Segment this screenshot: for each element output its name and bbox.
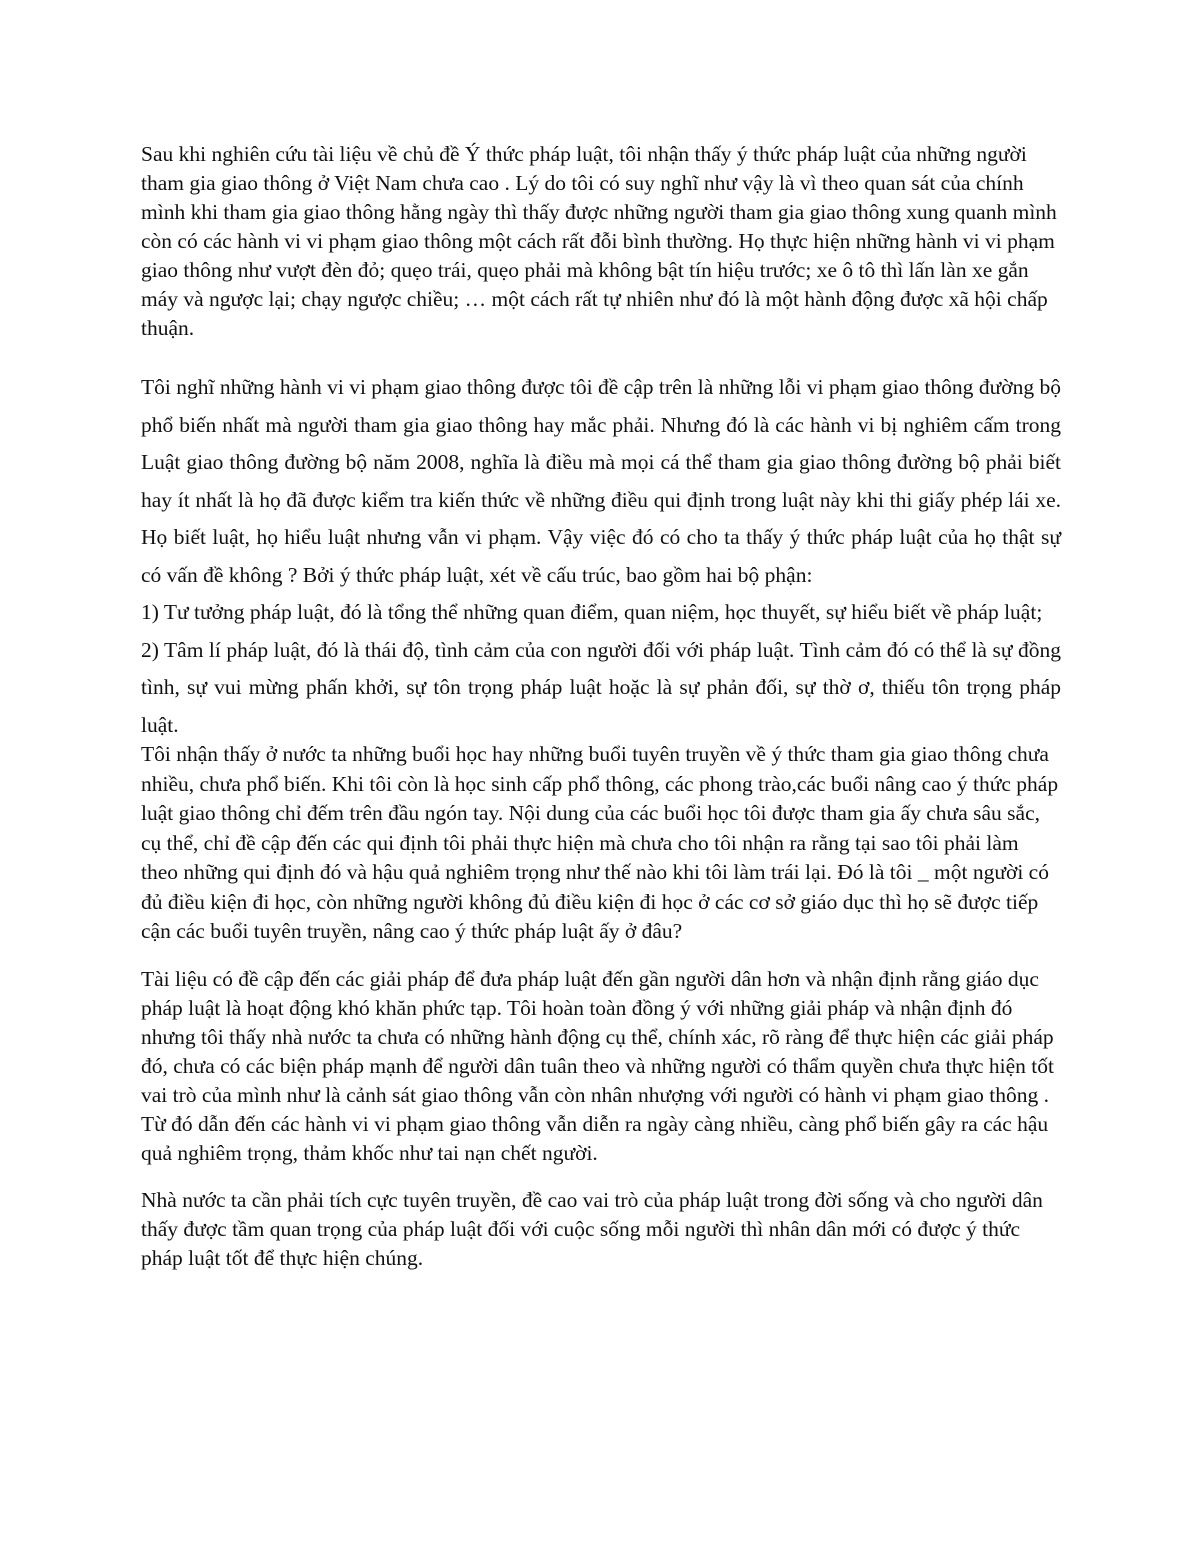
paragraph-solutions: Tài liệu có đề cập đến các giải pháp để đưa pháp luật đến gần người dân hơn và nhận định rằng giáo dục pháp luật là hoạt động khó khăn phức tạp. Tôi hoàn toàn đồng ý với những giải pháp và nhận định đó nhưng tôi thấy nhà nước ta chưa có những hành động cụ thể, chính xác, rõ ràng để thực hiện các giải pháp đó, chưa có các biện pháp mạnh để người dân tuân theo và những người có thẩm quyền chưa thực hiện tốt vai trò của mình như là cảnh sát giao thông vẫn còn nhân nhượng với người có hành vi phạm giao thông . Từ đó dẫn đến các hành vi vi phạm giao thông vẫn diễn ra ngày càng nhiều, càng phổ biến gây ra các hậu quả nghiêm trọng, thảm khốc như tai nạn chết người. bbox=[141, 966, 1054, 1165]
paragraph-education: Tôi nhận thấy ở nước ta những buổi học hay những buổi tuyên truyền về ý thức tham gia giao thông chưa nhiều, chưa phổ biến. Khi tôi còn là học sinh cấp phổ thông, các phong trào,các buổi nâng cao ý thức pháp luật giao thông chỉ đếm trên đầu ngón tay. Nội dung của các buổi học tôi được tham gia ấy chưa sâu sắc, cụ thể, chỉ đề cập đến các qui định tôi phải thực hiện mà chưa cho tôi nhận ra rằng tại sao tôi phải làm theo những qui định đó và hậu quả nghiêm trọng như thế nào khi tôi làm trái lại. Đó là tôi _ một người có đủ điều kiện đi học, còn những người không đủ điều kiện đi học ở các cơ sở giáo dục thì họ sẽ được tiếp cận các buổi tuyên truyền, nâng cao ý thức pháp luật ấy ở đâu? bbox=[141, 742, 1059, 943]
paragraph-conclusion: Nhà nước ta cần phải tích cực tuyên truyền, đề cao vai trò của pháp luật trong đời sống và cho người dân thấy được tầm quan trọng của pháp luật đối với cuộc sống mỗi người thì nhân dân mới có được ý thức pháp luật tốt để thực hiện chúng. bbox=[141, 1187, 1043, 1270]
list-item-legal-psychology: 2) Tâm lí pháp luật, đó là thái độ, tình cảm của con người đối với pháp luật. Tình cảm đó có thể là sự đồng tình, sự vui mừng phấn khởi, sự tôn trọng pháp luật hoặc là sự phản đối, sự thờ ơ, thiếu tôn trọng pháp luật. bbox=[141, 637, 1061, 737]
paragraph-intro: Sau khi nghiên cứu tài liệu về chủ đề Ý thức pháp luật, tôi nhận thấy ý thức pháp luật của những người tham gia giao thông ở Việt Nam chưa cao . Lý do tôi có suy nghĩ như vậy là vì theo quan sát của chính mình khi tham gia giao thông hằng ngày thì thấy được những người tham gia giao thông xung quanh mình còn có các hành vi vi phạm giao thông một cách rất đỗi bình thường. Họ thực hiện những hành vi vi phạm giao thông như vượt đèn đỏ; quẹo trái, quẹo phải mà không bật tín hiệu trước; xe ô tô thì lấn làn xe gắn máy và ngược lại; chạy ngược chiều; … một cách rất tự nhiên như đó là một hành động được xã hội chấp thuận. bbox=[141, 142, 1057, 340]
paragraph-violations: Tôi nghĩ những hành vi vi phạm giao thông được tôi đề cập trên là những lỗi vi phạm giao thông đường bộ phổ biến nhất mà người tham gia giao thông hay mắc phải. Nhưng đó là các hành vi bị nghiêm cấm trong Luật giao thông đường bộ năm 2008, nghĩa là điều mà mọi cá thể tham gia giao thông đường bộ phải biết hay ít nhất là họ đã được kiểm tra kiến thức về những điều qui định trong luật này khi thi giấy phép lái xe. Họ biết luật, họ hiểu luật nhưng vẫn vi phạm. Vậy việc đó có cho ta thấy ý thức pháp luật của họ thật sự có vấn đề không ? Bởi ý thức pháp luật, xét về cấu trúc, bao gồm hai bộ phận: bbox=[141, 375, 1061, 587]
list-item-legal-thought: 1) Tư tưởng pháp luật, đó là tổng thể những quan điểm, quan niệm, học thuyết, sự hiểu biết về pháp luật; bbox=[141, 600, 1043, 624]
document-body bbox=[141, 140, 1061, 1273]
